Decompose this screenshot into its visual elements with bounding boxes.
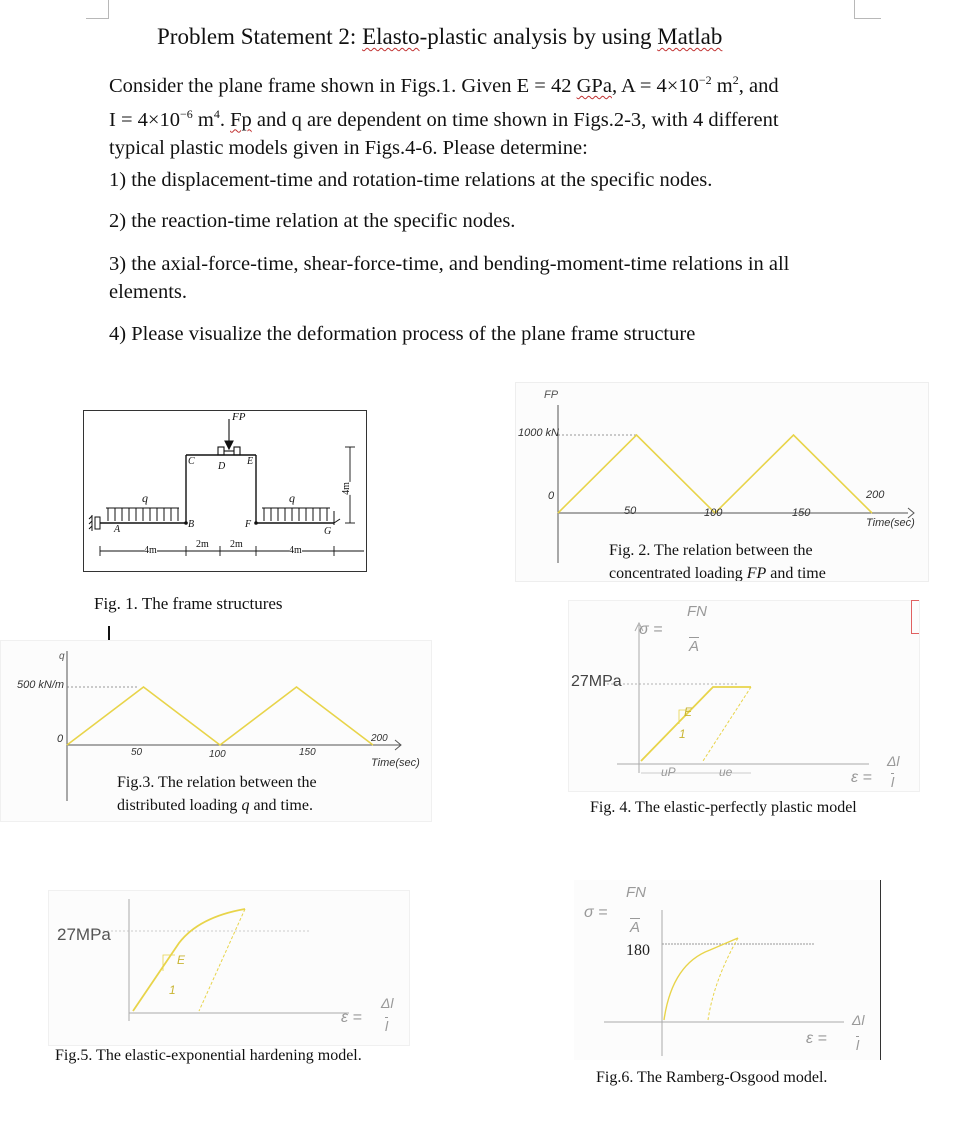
support-g [334, 511, 340, 525]
fig5-one: 1 [169, 983, 176, 997]
fig5-yield-label: 27MPa [57, 925, 111, 944]
fig2-caption: Fig. 2. The relation between the concentrated loading FP and time [609, 542, 826, 582]
fig4-unloading-line [703, 687, 751, 761]
fig3-tick-150: 150 [299, 747, 316, 758]
fig5-l: l [385, 1018, 389, 1034]
fig1-fp-label: FP [232, 411, 246, 423]
title-text: -plastic analysis by using [419, 24, 658, 49]
fig5-stress-strain-curve [133, 909, 245, 1011]
fig3-tick-100: 100 [209, 749, 226, 760]
fig4-yield-label: 27MPa [571, 673, 622, 690]
fig2-chart [515, 382, 929, 582]
fig1-svg [84, 411, 366, 571]
fig4-ue: ue [719, 765, 733, 779]
fig5-dl: Δl [381, 995, 394, 1011]
intro-line-2: $I = 4\times 10^{-6}$ $m^4$. Fp and q are dependent on time shown in Figs.2-3, with 4 different [109, 106, 779, 131]
fig5-caption: Fig.5. The elastic-exponential hardening model. [55, 1047, 362, 1064]
dim-4m-right: 4m [289, 545, 302, 556]
page-corner-marker [86, 0, 109, 19]
node-e-label: E [247, 456, 254, 467]
node-c-label: C [188, 456, 195, 467]
title-word-elasto: Elasto [362, 24, 420, 49]
fig6-l: l [856, 1037, 860, 1053]
task-item-1: 1) the displacement-time and rotation-time relations at the specific nodes. [109, 169, 713, 191]
node-b-label: B [188, 519, 195, 530]
q-load-right [262, 508, 330, 521]
fig6-value: 180 [626, 942, 650, 959]
fig3-x-axis-label: Time(sec) [371, 757, 420, 769]
fig6-area: A [630, 919, 641, 936]
intro-line-1: Consider the plane frame shown in Figs.1. Given E = 42 GPa, $A = 4\times 10^{-2}$ $m^2$, and [109, 73, 779, 97]
task-item-4: 4) Please visualize the deformation process of the plane frame structure [109, 323, 696, 345]
fig3-chart [0, 640, 432, 822]
fig6-sigma: σ = [584, 904, 608, 921]
fig1-q-right: q [289, 491, 295, 505]
fig2-series-line [558, 435, 872, 513]
fig6-fn: FN [626, 884, 646, 901]
fig2-x-axis-label: Time(sec) [866, 517, 915, 529]
fig6-chart [574, 880, 881, 1060]
dim-2m-right: 2m [230, 539, 243, 550]
node-f-mark [254, 521, 258, 525]
fig6-eps: ε = [806, 1030, 827, 1047]
fig4-svg [569, 601, 919, 791]
title-word-matlab: Matlab [657, 24, 723, 49]
title-text: Problem Statement 2: [157, 24, 363, 49]
fig4-eps: ε = [851, 769, 872, 786]
fig2-tick-50: 50 [624, 505, 637, 517]
fig4-one: 1 [679, 727, 686, 741]
fig3-y-value-label: 500 kN/m [17, 679, 65, 691]
fig6-unloading-line [708, 938, 738, 1020]
fig3-y-axis-label: q [59, 651, 65, 662]
fig1-q-left: q [142, 491, 148, 505]
fig1-caption: Fig. 1. The frame structures [94, 594, 283, 613]
fig4-dl: Δl [887, 753, 900, 769]
page-title [157, 24, 722, 50]
fig4-up: uP [661, 765, 676, 779]
fig5-modulus: E [177, 953, 186, 967]
fig6-dl: Δl [852, 1012, 865, 1028]
fig5-eps: ε = [341, 1009, 362, 1026]
fig3-caption: Fig.3. The relation between the distributed loading q and time. [117, 774, 317, 814]
dim-2m-left: 2m [196, 539, 209, 550]
page-corner-marker [854, 0, 881, 19]
fig5-unloading-line [199, 909, 245, 1011]
q-load-left [106, 508, 179, 521]
task-item-3: 3) the axial-force-time, shear-force-time, and bending-moment-time relations in all elements. [109, 253, 790, 303]
fig5-chart [48, 890, 410, 1046]
fig6-svg [574, 880, 880, 1060]
fig4-modulus: E [684, 705, 693, 719]
dim-4m-height: 4m [340, 482, 352, 495]
dim-4m-left: 4m [144, 545, 157, 556]
fig4-l: l [891, 774, 895, 790]
fig4-sigma: σ = [639, 621, 663, 638]
fig3-tick-200: 200 [371, 733, 388, 744]
node-f-label: F [245, 519, 252, 530]
fig4-selection-mark [911, 600, 919, 634]
task-item-2: 2) the reaction-time relation at the specific nodes. [109, 210, 516, 232]
fig2-tick-100: 100 [704, 507, 723, 519]
fig2-y-axis-label: FP [544, 389, 559, 401]
intro-paragraph [109, 66, 869, 162]
node-d-label: D [218, 461, 226, 472]
fig1-frame-diagram [83, 410, 367, 572]
fig4-area: A [689, 638, 700, 655]
fig3-series-line [67, 687, 373, 745]
fig2-y-value-label: 1000 kN [518, 427, 559, 439]
intro-line-3: typical plastic models given in Figs.4-6. Please determine: [109, 136, 588, 159]
fig3-origin-label: 0 [57, 733, 64, 745]
fig4-caption: Fig. 4. The elastic-perfectly plastic model [590, 799, 857, 816]
fig4-fn: FN [687, 603, 707, 620]
node-a-label: A [114, 524, 121, 535]
fig6-caption: Fig.6. The Ramberg-Osgood model. [596, 1069, 828, 1086]
fig2-origin-label: 0 [548, 490, 555, 502]
support-a [89, 515, 100, 531]
fig6-stress-strain-curve [664, 938, 738, 1020]
fig3-tick-50: 50 [131, 747, 143, 758]
node-g-label: G [324, 526, 332, 537]
fig2-tick-150: 150 [792, 507, 811, 519]
point-load-fp [218, 419, 240, 455]
fig4-chart [568, 600, 920, 792]
fig4-stress-strain-curve [641, 687, 751, 761]
fig2-tick-200: 200 [866, 489, 885, 501]
